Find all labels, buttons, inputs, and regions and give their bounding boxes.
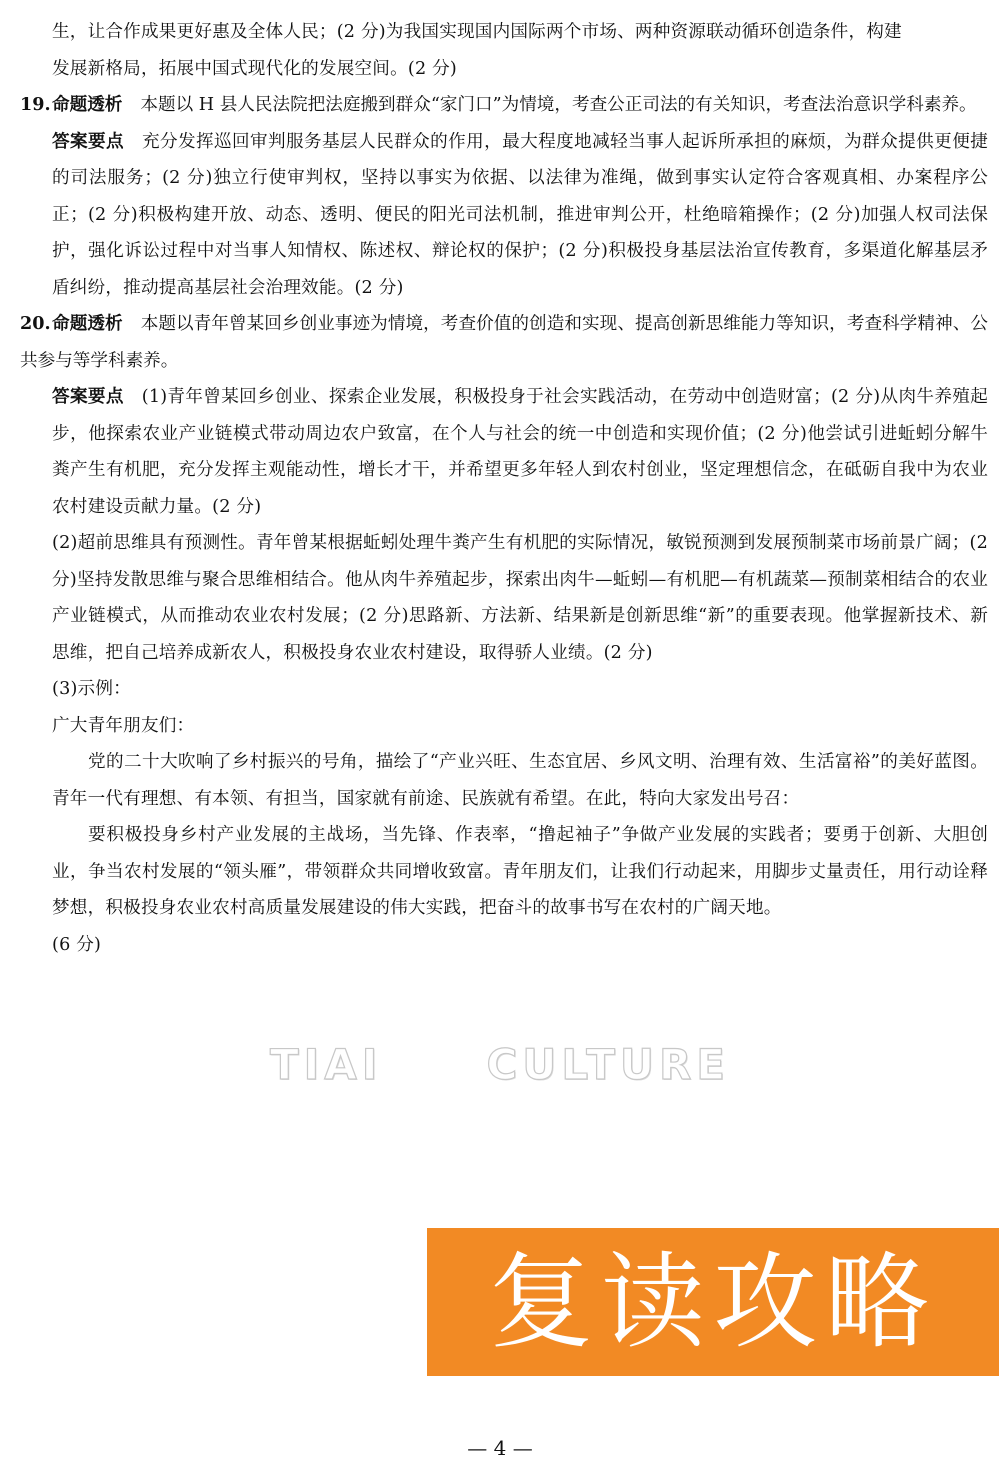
q19-answer-tag: 答案要点 bbox=[52, 131, 125, 152]
q20-answer-part1-text: (1)青年曾某回乡创业、探索企业发展，积极投身于社会实践活动，在劳动中创造财富；(2 分)从肉牛养殖起步，他探索农业产业链模式带动周边农户致富，在个人与社会的统一中创造和实现价值；(2 分)他尝试引进蚯蚓分解牛粪产生有机肥，充分发挥主观能动性，增长才干，并希望更多年轻人到农村创业，坚定理想信念，在砥砺自我中为农业农村建设贡献力量。(2 分) bbox=[52, 387, 989, 517]
q20-score: (6 分) bbox=[52, 934, 102, 955]
promo-banner bbox=[427, 1228, 999, 1376]
q19-analysis-tag: 命题透析 bbox=[52, 95, 123, 115]
q20-answer-tag: 答案要点 bbox=[52, 387, 124, 407]
q20-answer-part1 bbox=[20, 379, 988, 525]
q20-analysis-text: 本题以青年曾某回乡创业事迹为情境，考查价值的创造和实现、提高创新思维能力等知识，考查科学精神、公共参与等学科素养。 bbox=[20, 314, 988, 371]
q20-analysis-tag: 命题透析 bbox=[52, 314, 123, 334]
q20-body-paragraph-2: 要积极投身乡村产业发展的主战场，当先锋、作表率，“撸起袖子”争做产业发展的实践者；要勇于创新、大胆创业，争当农村发展的“领头雁”，带领群众共同增收致富。青年朋友们，让我们行动起来，用脚步丈量责任，用行动诠释梦想，积极投身农业农村高质量发展建设的伟大实践，把奋斗的故事书写在农村的广阔天地。 bbox=[52, 825, 988, 918]
watermark-right: CULTURE bbox=[486, 1040, 730, 1089]
q19-analysis-text: 本题以 H 县人民法院把法庭搬到群众“家门口”为情境，考查公正司法的有关知识，考查法治意识学科素养。 bbox=[140, 95, 977, 115]
q20-part3-label: (3)示例： bbox=[52, 679, 131, 699]
q20-answer-part2: (2)超前思维具有预测性。青年曾某根据蚯蚓处理牛粪产生有机肥的实际情况，敏锐预测到发展预制菜市场前景广阔；(2 分)坚持发散思维与聚合思维相结合。他从肉牛养殖起步，探索出肉牛—蚯蚓—有机肥—有机蔬菜—预制菜相结合的农业产业链模式，从而推动农业农村发展；(2 分)思路新、方法新、结果新是创新思维“新”的重要表现。他掌握新技术、新思维，把自己培养成新农人，积极投身农业农村建设，取得骄人业绩。(2 分) bbox=[52, 533, 988, 663]
page-number: — 4 — bbox=[467, 1436, 533, 1460]
q20-salutation: 广大青年朋友们： bbox=[52, 715, 195, 736]
answer-content bbox=[20, 14, 988, 963]
prev-answer-line-2: 发展新格局，拓展中国式现代化的发展空间。(2 分) bbox=[52, 58, 457, 79]
q19-analysis bbox=[20, 87, 988, 124]
promo-text: 复读攻略 bbox=[488, 1241, 937, 1363]
q19-answer-text: 充分发挥巡回审判服务基层人民群众的作用，最大程度地减轻当事人起诉所承担的麻烦，为群众提供更便捷的司法服务；(2 分)独立行使审判权，坚持以事实为依据、以法律为准绳，做到事实认定符合客观真相、办案程序公正；(2 分)积极构建开放、动态、透明、便民的阳光司法机制，推进审判公开，杜绝暗箱操作；(2 分)加强人权司法保护，强化诉讼过程中对当事人知情权、陈述权、辩论权的保护；(2 分)积极投身基层法治宣传教育，多渠道化解基层矛盾纠纷，推动提高基层社会治理效能。(2 分) bbox=[52, 131, 988, 298]
q19-answer bbox=[20, 124, 988, 307]
prev-answer-line-1: 生，让合作成果更好惠及全体人民；(2 分)为我国实现国内国际两个市场、两种资源联动循环创造条件，构建 bbox=[52, 22, 902, 42]
q19-number: 19. bbox=[20, 94, 51, 115]
watermark bbox=[270, 1040, 730, 1089]
q20-analysis bbox=[20, 306, 988, 379]
q20-body-paragraph-1: 党的二十大吹响了乡村振兴的号角，描绘了“产业兴旺、生态宜居、乡风文明、治理有效、生活富裕”的美好蓝图。青年一代有理想、有本领、有担当，国家就有前途、民族就有希望。在此，特向大家发出号召： bbox=[52, 752, 988, 809]
q20-number: 20. bbox=[20, 313, 51, 334]
watermark-left: TIAI bbox=[270, 1040, 383, 1089]
